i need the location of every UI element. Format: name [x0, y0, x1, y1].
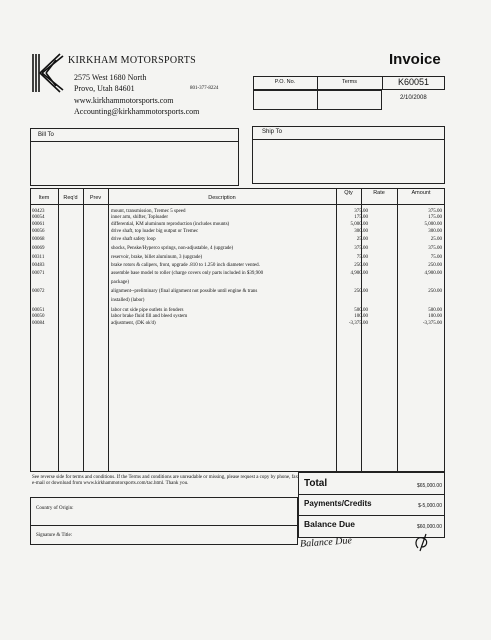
row-item-code: 00054 [32, 215, 45, 220]
bill-to-label: Bill To [38, 132, 54, 138]
row-description: installed) (labor) [111, 298, 145, 303]
row-description: labor brake fluid fill and bleed system [111, 314, 188, 319]
row-rate: 250.00 [354, 263, 368, 268]
row-item-code: 00084 [32, 321, 45, 326]
row-rate: 100.00 [354, 314, 368, 319]
company-address-line1: 2575 West 1680 North [74, 73, 147, 82]
row-description: alignment--preliminary (final alignment not possible until engine & trans [111, 289, 258, 294]
kirkham-logo [30, 52, 66, 94]
row-rate: 25.00 [356, 237, 368, 242]
table-row [0, 279, 491, 287]
total-label: Total [304, 478, 328, 489]
row-item-code: 00051 [32, 308, 45, 313]
row-amount: 250.00 [428, 289, 442, 294]
col-header-amount: Amount [411, 190, 431, 196]
invoice-heading: Invoice [389, 51, 441, 68]
ship-to-label: Ship To [262, 129, 282, 135]
row-description: assemble base model to roller (charge covers only parts included in $39,900 [111, 271, 264, 276]
row-item-code: 00071 [32, 271, 45, 276]
row-rate: 175.00 [354, 215, 368, 220]
row-rate: 500.00 [354, 308, 368, 313]
row-rate: 250.00 [354, 289, 368, 294]
table-row [0, 262, 491, 270]
company-phone: 801-377-8224 [190, 86, 219, 91]
company-address-line2: Provo, Utah 84601 [74, 84, 135, 93]
row-rate: 375.00 [354, 246, 368, 251]
row-description: inner arm, shifter, Toploader [111, 215, 168, 220]
row-description: labor cut side pipe outlets in fenders [111, 308, 184, 313]
table-row [0, 228, 491, 236]
signature-label: Signature & Title: [36, 533, 73, 538]
table-row [0, 270, 491, 278]
row-amount: 500.00 [428, 308, 442, 313]
row-description: drive shaft safety loop [111, 237, 156, 242]
col-header-rate: Rate [373, 190, 385, 196]
row-item-code: 00069 [32, 246, 45, 251]
row-amount: 5,000.00 [424, 222, 442, 227]
row-description: brake rotors & calipers, front, upgrade .810 to 1.250 inch diameter vented. [111, 263, 260, 268]
table-row [0, 254, 491, 262]
po-number-label: P.O. No. [274, 79, 296, 85]
col-header-description: Description [208, 195, 236, 201]
row-amount: 100.00 [428, 314, 442, 319]
row-rate: 4,900.00 [350, 271, 368, 276]
row-description: differential, KM aluminum reproduction (includes mounts) [111, 222, 230, 227]
row-rate: 75.00 [356, 255, 368, 260]
row-item-code: 00050 [32, 314, 45, 319]
row-description: shocks, Penske/Hyperco springs, non-adjustable, 4 (upgrade) [111, 246, 234, 251]
row-item-code: 00068 [32, 237, 45, 242]
row-amount: 250.00 [428, 263, 442, 268]
country-of-origin-label: Country of Origin: [36, 506, 74, 511]
bill-to-box [30, 128, 239, 186]
row-item-code: 00072 [32, 289, 45, 294]
row-amount: 4,900.00 [424, 271, 442, 276]
row-rate: -3,375.00 [348, 321, 368, 326]
invoice-number: K60051 [397, 77, 430, 87]
balance-due-value: $60,000.00 [416, 524, 442, 530]
handwritten-note: Balance Due [299, 535, 353, 550]
row-amount: 300.00 [428, 229, 442, 234]
row-description: mount, transmission, Tremec 5 speed [111, 209, 186, 214]
table-row [0, 320, 491, 328]
row-amount: 375.00 [428, 209, 442, 214]
payments-credits-value: $-5,000.00 [418, 503, 442, 509]
invoice-date: 2/10/2008 [400, 95, 427, 101]
terms-label: Terms [342, 79, 357, 85]
row-rate: 5,000.00 [350, 222, 368, 227]
row-rate: 375.00 [354, 209, 368, 214]
row-amount: 375.00 [428, 246, 442, 251]
row-amount: 75.00 [430, 255, 442, 260]
col-header-qty: Qty [344, 190, 353, 196]
row-amount: 25.00 [430, 237, 442, 242]
row-description: package) [111, 280, 130, 285]
row-description: adjustment, (DK ok'd) [111, 321, 156, 326]
row-amount: -3,375.00 [422, 321, 442, 326]
balance-due-label: Balance Due [304, 519, 356, 529]
table-row [0, 245, 491, 253]
row-description: drive shaft, top loader big output or Tremec [111, 229, 199, 234]
table-row [0, 288, 491, 296]
row-item-code: 00423 [32, 209, 45, 214]
row-amount: 175.00 [428, 215, 442, 220]
table-row [0, 297, 491, 305]
row-item-code: 00311 [32, 255, 45, 260]
payments-credits-label: Payments/Credits [304, 499, 372, 508]
company-name: KIRKHAM MOTORSPORTS [68, 55, 196, 66]
table-row [0, 236, 491, 244]
row-item-code: 00483 [32, 263, 45, 268]
handwritten-scribble [412, 532, 436, 552]
row-rate: 300.00 [354, 229, 368, 234]
col-header-item: Item [38, 195, 50, 201]
company-website: www.kirkhammotorsports.com [74, 96, 174, 105]
company-email: Accounting@kirkhammotorsports.com [74, 107, 200, 116]
total-value: $65,000.00 [416, 483, 442, 489]
terms-note: See reverse side for terms and conditions. If the Terms and conditions are unreadable or missing, please request a copy by phone, fax, e-mail or download from www.kirkhammotorsports.com/tac.html. Thank you. [32, 475, 300, 486]
row-item-code: 00056 [32, 229, 45, 234]
col-header-reqd: Req'd [63, 195, 78, 201]
col-header-prev: Prev [89, 195, 102, 201]
row-item-code: 00061 [32, 222, 45, 227]
row-description: reservoir, brake, billet aluminum, 3 (upgrade) [111, 255, 203, 260]
